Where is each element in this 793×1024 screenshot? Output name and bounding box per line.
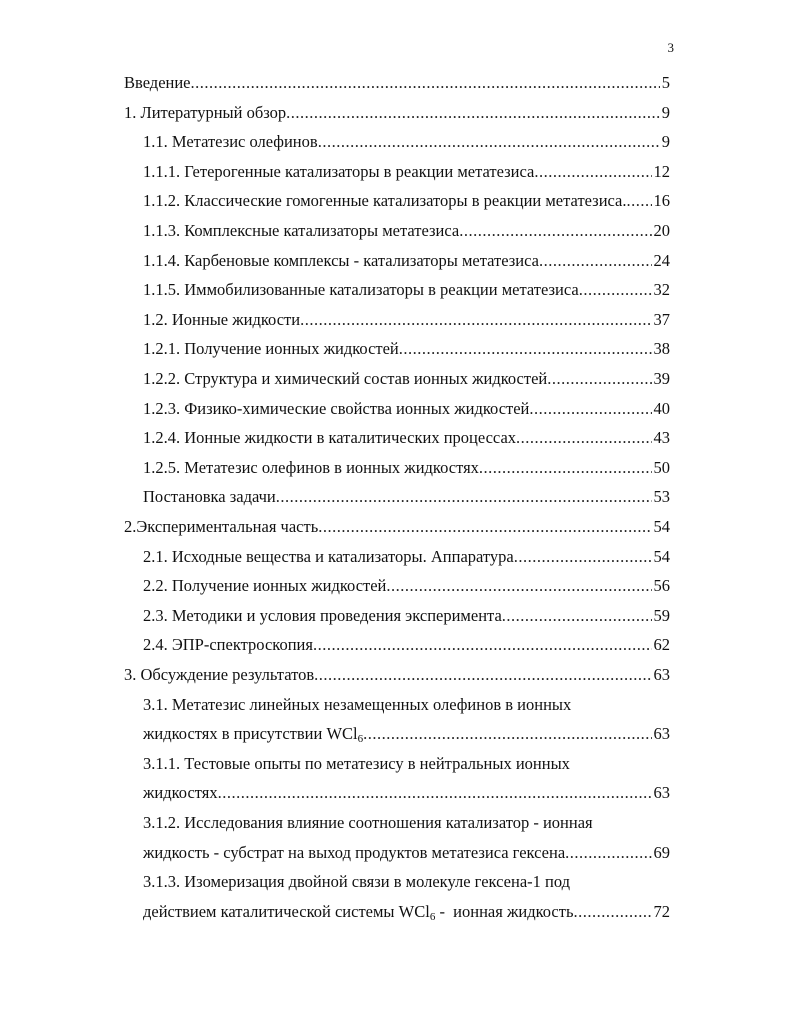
toc-title: 1.2.4. Ионные жидкости в каталитических процессах [143,428,517,448]
toc-entry [143,453,670,483]
toc-entry [124,68,670,98]
toc-title: 1.1.2. Классические гомогенные катализаторы в реакции метатезиса. [143,191,627,211]
toc-title: 2.2. Получение ионных жидкостей [143,576,387,596]
toc-title [143,897,573,927]
toc-page: 43 [653,428,670,448]
toc-title: 2.1. Исходные вещества и катализаторы. Аппаратура [143,546,514,566]
toc-page: 69 [653,842,670,862]
toc-page: 72 [653,901,670,921]
toc-title [143,719,363,749]
toc-page: 39 [653,369,670,388]
toc-title: 1.2. Ионные жидкости [143,309,301,329]
toc-entry [143,334,670,364]
toc-title: 1.2.3. Физико-химические свойства ионных жидкостей [143,398,530,418]
page-number: 3 [667,40,674,55]
toc-page: 53 [653,487,670,507]
toc-page: 63 [653,665,670,684]
toc-leader [286,98,660,128]
toc-leader [218,778,652,808]
toc-entry [143,630,670,660]
toc-entry [143,364,670,394]
toc-leader [502,601,652,631]
toc-leader [479,453,652,483]
toc-leader [573,897,651,927]
toc-page: 24 [653,250,670,270]
toc-title: жидкостях [143,783,218,803]
toc-entry [143,305,670,335]
toc-leader [386,571,651,601]
toc-leader [399,334,652,364]
toc-entry [143,157,670,187]
toc-page: 54 [653,546,670,566]
toc-entry [143,897,670,927]
toc-leader [547,364,651,394]
toc-leader [534,157,651,187]
toc-entry [143,275,670,305]
toc-title: Постановка задачи [143,487,276,507]
toc-page: 12 [653,161,670,181]
toc-title: 3. Обсуждение результатов [124,665,315,684]
toc-title: Введение [124,73,191,92]
toc-entry [143,601,670,631]
toc-entry [143,482,670,512]
toc-entry [143,127,670,157]
toc-leader [276,482,652,512]
toc-entry-line1: 3.1.2. Исследования влияние соотношения катализатор - ионная [143,813,593,832]
toc-title: 1.2.5. Метатезис олефинов в ионных жидкостях [143,457,479,477]
toc-page: 63 [653,783,670,803]
toc-page: 9 [661,102,670,122]
toc-title-text: действием каталитической системы WCl [143,901,430,921]
toc-page: 56 [653,576,670,596]
toc-leader [627,186,652,216]
toc-page: 37 [653,309,670,329]
toc-leader [363,719,651,749]
toc-leader [313,630,652,660]
toc-page: 32 [653,280,670,300]
toc-title-text: жидкостях в присутствии WCl [143,724,358,744]
toc-page: 54 [653,517,670,536]
toc-title: жидкость - субстрат на выход продуктов метатезиса гексена [143,842,566,862]
toc-leader [539,246,652,276]
toc-entry [124,512,670,542]
toc-entry-line1: 3.1.1. Тестовые опыты по метатезису в нейтральных ионных [143,753,570,773]
toc-page: 50 [653,457,670,477]
toc-leader [314,660,651,690]
toc-leader [565,838,651,868]
toc-leader [529,394,651,424]
toc-title: 1.1.1. Гетерогенные катализаторы в реакции метатезиса [143,161,535,181]
toc-title: 1. Литературный обзор [124,102,287,122]
toc-title: 2.4. ЭПР-спектроскопия [143,635,313,655]
toc-title: 2.3. Методики и условия проведения эксперимента [143,605,502,625]
toc-page: 62 [653,635,670,655]
toc-leader [191,68,660,98]
toc-title: 2.Экспериментальная часть [124,517,319,536]
toc-leader [516,423,651,453]
toc-entry-line1: 3.1.3. Изомеризация двойной связи в молекуле гексена-1 под [143,872,571,892]
toc-title: 1.1. Метатезис олефинов [143,132,318,152]
toc-page: 38 [653,339,670,359]
toc-title: 1.1.3. Комплексные катализаторы метатезиса [143,221,460,240]
toc-subscript: 6 [357,733,364,746]
toc-leader [514,542,652,572]
toc-entry [143,423,670,453]
toc-entry [143,542,670,572]
toc-title: 1.2.2. Структура и химический состав ионных жидкостей [143,369,548,388]
toc-entry [143,571,670,601]
toc-entry [143,838,670,868]
toc-entry [143,216,670,246]
toc-leader [579,275,652,305]
toc-page: 9 [661,132,670,152]
toc-page: 40 [653,398,670,418]
toc-page: 5 [661,73,670,92]
toc-entry [124,98,670,128]
toc-title-tail: - ионная жидкость [435,901,574,921]
toc-page: 59 [653,605,670,625]
toc-page: 16 [653,191,670,211]
toc-entry [124,660,670,690]
toc-page: 20 [653,221,670,240]
toc-leader [318,512,651,542]
toc-subscript: 6 [429,910,436,923]
toc-leader [300,305,651,335]
toc-entry [143,719,670,749]
toc-entry [143,394,670,424]
toc-entry [143,186,670,216]
toc-leader [459,216,651,246]
toc-leader [318,127,660,157]
toc-entry [143,778,670,808]
toc-title: 1.1.5. Иммобилизованные катализаторы в реакции метатезиса [143,280,579,300]
toc-title: 1.1.4. Карбеновые комплексы - катализаторы метатезиса [143,250,539,270]
toc-title: 1.2.1. Получение ионных жидкостей [143,339,399,359]
toc-entry-line1: 3.1. Метатезис линейных незамещенных олефинов в ионных [143,694,572,714]
toc-entry [143,246,670,276]
toc-page: 63 [653,724,670,744]
